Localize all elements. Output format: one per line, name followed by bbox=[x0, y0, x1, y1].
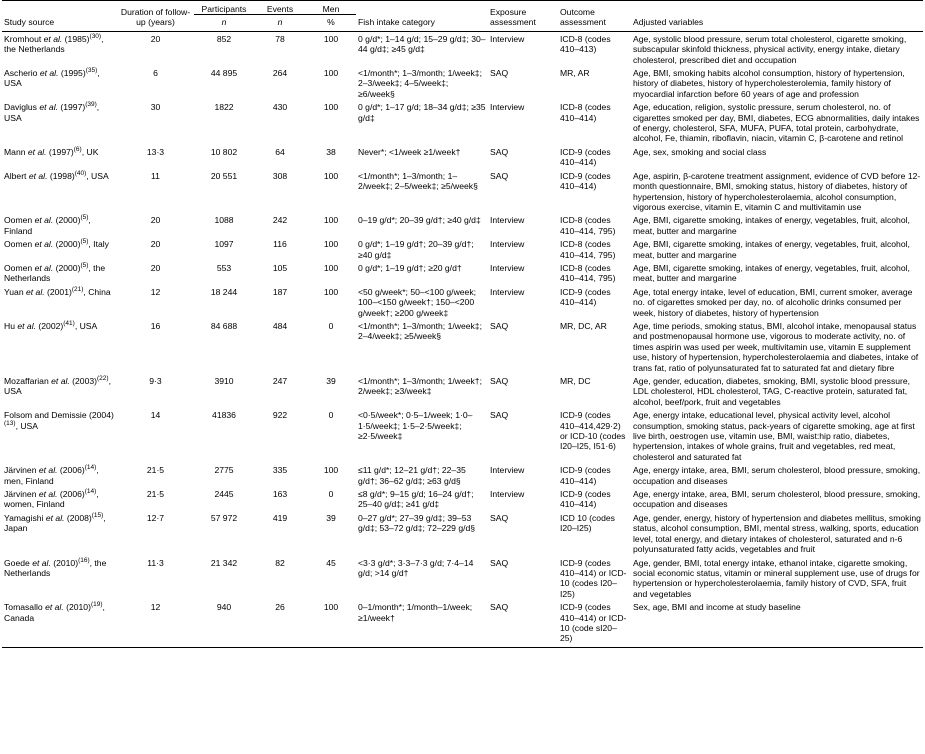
study-source-author: Albert bbox=[4, 170, 29, 181]
study-source-ref: (14) bbox=[84, 464, 97, 472]
study-source-loc: , Finland bbox=[4, 215, 91, 236]
study-source-loc: , the Netherlands bbox=[4, 262, 106, 284]
study-source-cell bbox=[2, 100, 117, 145]
study-source-cell bbox=[2, 319, 117, 374]
study-source-loc: , Japan bbox=[4, 512, 106, 534]
events-cell: 78 bbox=[275, 33, 285, 44]
study-source-ref: (21) bbox=[71, 285, 84, 293]
fish-intake-cell: 0 g/d*; 1–19 g/d†; ≥20 g/d† bbox=[358, 262, 462, 273]
outcome-cell: ICD-9 (codes 410–414) or ICD-10 (codes I20–I25) bbox=[560, 557, 627, 599]
study-source-rest: (1985) bbox=[62, 33, 90, 44]
fish-intake-cell: 0–1/month*; 1/month–1/week; ≥1/week† bbox=[356, 600, 488, 647]
study-source-rest: (2006) bbox=[57, 489, 85, 500]
table-row bbox=[2, 600, 923, 647]
adjusted-cell: Age, education, religion, systolic pressure, serum cholesterol, no. of cigarettes smoked per day, BMI, diabetes, ECG abnormalities, daily intakes of energy, cholesterol, SFA, MUFA, PUFA, total protein, carbohydrate, alcohol, Fe, thiamin, riboflavin, niacin, vitamin C, β-carotene and retinol bbox=[633, 102, 920, 144]
study-source-etal: et al. bbox=[25, 286, 45, 297]
exposure-cell: SAQ bbox=[490, 376, 509, 386]
adjusted-cell: Age, gender, BMI, total energy intake, ethanol intake, cigarette smoking, social economic status, vitamin or mineral supplement use, use of drugs for hypertension or hypercholesterolaemia, family history of CVD, SFA, fruit and vegetables bbox=[633, 557, 920, 599]
study-source-loc: , USA bbox=[4, 102, 100, 123]
outcome-cell: ICD-8 (codes 410–414, 795) bbox=[560, 215, 616, 236]
table-row bbox=[2, 66, 923, 100]
fish-intake-cell: ≤11 g/d*; 12–21 g/d†; 22–35 g/d†; 36–62 g/d‡; ≥63 g/d§ bbox=[358, 465, 466, 486]
adjusted-cell: Age, gender, energy, history of hypertension and diabetes mellitus, smoking status, alcohol consumption, BMI, mental stress, walking, sports, education level, total energy, and dietary intakes of cholesterol, saturated and n-6 polyunsaturated fatty acids, vegetables and fruit bbox=[633, 512, 921, 555]
study-source-etal: et al. bbox=[34, 239, 54, 250]
outcome-cell: ICD-8 (codes 410–414) bbox=[560, 102, 611, 123]
duration-cell: 20 bbox=[150, 262, 161, 273]
duration-cell: 21·5 bbox=[146, 465, 165, 476]
study-source-ref: (6) bbox=[73, 146, 82, 154]
study-source-rest: (2002) bbox=[36, 320, 64, 331]
table-row bbox=[2, 237, 923, 261]
study-source-cell bbox=[2, 408, 117, 463]
exposure-cell: Interview bbox=[490, 286, 525, 297]
duration-cell: 12 bbox=[150, 286, 161, 297]
participants-cell: 10 802 bbox=[210, 146, 238, 157]
participants-cell: 84 688 bbox=[210, 320, 238, 331]
adjusted-cell: Age, gender, education, diabetes, smoking, BMI, systolic blood pressure, LDL cholesterol, HDL cholesterol, TAG, C-reactive protein, saturated fat, alcohol, beef/pork, fruit and vegetables bbox=[633, 376, 911, 407]
study-source-etal: et al. bbox=[34, 215, 54, 226]
table-row bbox=[2, 487, 923, 511]
table-row bbox=[2, 408, 923, 463]
study-source-author: Yamagishi bbox=[4, 512, 46, 523]
exposure-cell: SAQ bbox=[490, 512, 509, 523]
men-cell: 100 bbox=[323, 170, 339, 181]
study-source-loc: , Italy bbox=[88, 239, 109, 250]
men-cell: 100 bbox=[323, 262, 339, 273]
fish-intake-cell: 0 g/d*; 1–19 g/d†; 20–39 g/d†; ≥40 g/d‡ bbox=[358, 239, 474, 260]
header-men: Men bbox=[306, 1, 356, 15]
exposure-cell: SAQ bbox=[488, 600, 558, 647]
table-row bbox=[2, 261, 923, 285]
participants-cell: 1097 bbox=[214, 239, 234, 250]
study-source-cell bbox=[2, 285, 117, 319]
exposure-cell: Interview bbox=[490, 489, 525, 500]
header-men-unit: % bbox=[327, 17, 335, 28]
outcome-cell: ICD-9 (codes 410–414) bbox=[560, 489, 611, 510]
duration-cell: 14 bbox=[150, 410, 161, 421]
study-source-etal: et al. bbox=[32, 557, 51, 568]
participants-cell: 1822 bbox=[214, 102, 234, 113]
study-source-author: Oomen bbox=[4, 215, 35, 226]
study-source-rest: (2010) bbox=[63, 602, 91, 613]
table-row bbox=[2, 169, 923, 214]
study-source-ref: (5) bbox=[80, 214, 89, 222]
study-source-etal: et al. bbox=[17, 320, 37, 331]
header-exposure: Exposure assessment bbox=[490, 7, 536, 28]
adjusted-cell: Age, energy intake, area, BMI, serum cholesterol, blood pressure, smoking, occupation and diseases bbox=[633, 465, 921, 486]
exposure-cell: SAQ bbox=[490, 320, 509, 331]
men-cell: 100 bbox=[323, 102, 339, 113]
participants-cell: 3910 bbox=[214, 376, 234, 386]
header-fish-intake: Fish intake category bbox=[358, 17, 435, 28]
study-source-etal: et al. bbox=[43, 33, 63, 44]
study-source-loc: , USA bbox=[15, 420, 39, 431]
participants-cell: 20 551 bbox=[210, 170, 238, 181]
fish-intake-cell: <50 g/week*; 50–<100 g/week; 100–<150 g/week†; 150–<200 g/week†; ≥200 g/week‡ bbox=[358, 286, 477, 318]
study-source-etal: et al. bbox=[27, 146, 47, 157]
men-cell: 45 bbox=[326, 557, 336, 568]
table-row bbox=[2, 556, 923, 601]
men-cell: 0 bbox=[328, 489, 334, 500]
fish-intake-cell: Never*; <1/week ≥1/week† bbox=[358, 146, 461, 157]
study-source-loc: , Canada bbox=[4, 602, 105, 623]
study-source-author: Kromhout bbox=[4, 33, 44, 44]
events-cell: 82 bbox=[275, 557, 285, 568]
participants-cell: 1088 bbox=[214, 215, 234, 226]
study-source-rest: (2001) bbox=[44, 286, 72, 297]
table-row bbox=[2, 213, 923, 237]
events-cell: 335 bbox=[272, 465, 288, 476]
exposure-cell: Interview bbox=[490, 33, 525, 44]
study-source-cell bbox=[2, 213, 117, 237]
table-row bbox=[2, 145, 923, 169]
outcome-cell: ICD-9 (codes 410–414) bbox=[560, 465, 611, 486]
exposure-cell: SAQ bbox=[490, 410, 509, 421]
adjusted-cell: Age, BMI, cigarette smoking, intakes of energy, vegetables, fruit, alcohol, meat, butter and margarine bbox=[633, 262, 910, 284]
study-source-cell bbox=[2, 511, 117, 556]
study-source-author: Oomen bbox=[4, 262, 35, 273]
study-source-loc: , USA bbox=[4, 68, 100, 89]
study-source-ref: (30) bbox=[89, 32, 102, 40]
study-source-etal: et al. bbox=[45, 602, 64, 613]
outcome-cell: ICD-8 (codes 410–413) bbox=[560, 33, 611, 55]
table-row bbox=[2, 319, 923, 374]
study-source-author: Daviglus bbox=[4, 102, 40, 113]
study-source-rest: (2000) bbox=[53, 239, 81, 250]
duration-cell: 16 bbox=[150, 320, 161, 331]
exposure-cell: Interview bbox=[490, 102, 525, 113]
study-source-ref: (35) bbox=[85, 67, 98, 75]
study-source-cell bbox=[2, 374, 117, 408]
study-source-ref: (39) bbox=[85, 101, 97, 109]
study-source-ref: (22) bbox=[97, 375, 109, 383]
study-source-etal: et al. bbox=[39, 102, 58, 113]
exposure-cell: Interview bbox=[490, 215, 525, 226]
study-source-ref: (14) bbox=[84, 488, 97, 496]
events-cell: 105 bbox=[272, 262, 288, 273]
adjusted-cell: Age, BMI, cigarette smoking, intakes of energy, vegetables, fruit, alcohol, meat, butter and margarine bbox=[633, 239, 910, 260]
fish-intake-cell: 0 g/d*; 1–14 g/d; 15–29 g/d‡; 30–44 g/d‡; ≥45 g/d‡ bbox=[358, 33, 486, 55]
participants-cell: 44 895 bbox=[210, 68, 238, 79]
fish-intake-cell: <1/month*; 1–3/month; 1/week‡; 2–3/week‡; 4–5/week‡; ≥6/week§ bbox=[358, 68, 482, 99]
study-source-loc: , USA bbox=[74, 320, 98, 331]
study-source-author: Mozaffarian bbox=[4, 376, 52, 386]
header-study-source: Study source bbox=[4, 17, 55, 28]
study-source-cell bbox=[2, 169, 117, 214]
duration-cell: 20 bbox=[150, 239, 161, 250]
fish-intake-cell: 0–19 g/d*; 20–39 g/d†; ≥40 g/d‡ bbox=[358, 215, 481, 226]
events-cell: 242 bbox=[272, 215, 288, 226]
men-cell: 39 bbox=[326, 512, 336, 523]
outcome-cell: ICD 10 (codes I20–I25) bbox=[560, 512, 615, 534]
table-row bbox=[2, 374, 923, 408]
study-source-loc: , women, Finland bbox=[4, 489, 99, 510]
header-events: Events bbox=[254, 1, 306, 15]
table-row bbox=[2, 463, 923, 487]
outcome-cell: ICD-9 (codes 410–414) or ICD-10 (code sI20–25) bbox=[558, 600, 631, 647]
study-source-rest: (2006) bbox=[57, 465, 85, 476]
study-source-etal: et al. bbox=[38, 465, 58, 476]
header-participants-unit: n bbox=[221, 17, 227, 28]
header-participants: Participants bbox=[194, 1, 254, 15]
events-cell: 264 bbox=[272, 68, 288, 79]
duration-cell: 20 bbox=[150, 215, 161, 226]
study-source-author: Mann bbox=[4, 146, 28, 157]
study-source-cell bbox=[2, 600, 117, 647]
study-source-cell bbox=[2, 31, 117, 66]
study-source-rest: (2010) bbox=[50, 557, 79, 568]
adjusted-cell: Age, sex, smoking and social class bbox=[633, 146, 767, 157]
outcome-cell: ICD-9 (codes 410–414) bbox=[560, 286, 611, 308]
fish-intake-cell: <0·5/week*; 0·5–1/week; 1·0–1·5/week‡; 1·5–2·5/week‡; ≥2·5/week‡ bbox=[358, 410, 473, 442]
study-source-rest: (1998) bbox=[47, 170, 75, 181]
participants-cell: 41836 bbox=[212, 410, 236, 421]
men-cell: 100 bbox=[306, 600, 356, 647]
men-cell: 100 bbox=[323, 239, 339, 250]
study-source-cell bbox=[2, 237, 117, 261]
adjusted-cell: Age, time periods, smoking status, BMI, alcohol intake, menopausal status and postmenopausal hormone use, vigorous to moderate activity, no. of times aspirin was used per week, multivitamin use, vitamin E supplement use, history of hypertension, hypercholesterolaemia and diabetes, intake of trans fat, ratio of polyunsaturated fat to saturated fat and dietary fibre bbox=[633, 320, 919, 373]
adjusted-cell: Age, energy intake, educational level, physical activity level, alcohol consumption, smoking status, pack-years of cigarette smoking, age at first live birth, oestrogen use, vitamin use, BMI, waist:hip ratio, diabetes, hypertension, intakes of whole grains, fruit and vegetables, red meat, cholesterol and saturated fat bbox=[633, 410, 915, 462]
study-source-etal: et al. bbox=[34, 262, 54, 273]
exposure-cell: Interview bbox=[490, 239, 525, 250]
study-source-ref: (15) bbox=[91, 512, 104, 520]
exposure-cell: SAQ bbox=[490, 170, 509, 181]
study-source-author: Oomen bbox=[4, 239, 35, 250]
table-row bbox=[2, 511, 923, 556]
exposure-cell: SAQ bbox=[490, 68, 509, 79]
men-cell: 39 bbox=[326, 376, 336, 386]
fish-intake-cell: 0–27 g/d*; 27–39 g/d‡; 39–53 g/d‡; 53–72 g/d‡; 72–229 g/d§ bbox=[358, 512, 476, 534]
fish-intake-cell: ≤8 g/d*; 9–15 g/d; 16–24 g/d†; 25–40 g/d‡; ≥41 g/d‡ bbox=[358, 489, 474, 510]
study-source-cell bbox=[2, 66, 117, 100]
events-cell: 64 bbox=[275, 146, 285, 157]
adjusted-cell: Sex, age, BMI and income at study baseline bbox=[631, 600, 923, 647]
outcome-cell: MR, DC, AR bbox=[560, 320, 607, 331]
participants-cell: 57 972 bbox=[210, 512, 238, 523]
study-source-etal: et al. bbox=[28, 170, 48, 181]
participants-cell: 852 bbox=[216, 33, 232, 44]
duration-cell: 21·5 bbox=[146, 489, 165, 500]
study-source-author: Tomasallo bbox=[4, 602, 46, 613]
duration-cell: 6 bbox=[153, 68, 158, 79]
table-row bbox=[2, 100, 923, 145]
study-source-author: Yuan bbox=[4, 286, 26, 297]
study-source-loc: , USA bbox=[4, 376, 111, 397]
study-source-author: Järvinen bbox=[4, 489, 39, 500]
participants-cell: 21 342 bbox=[210, 557, 238, 568]
events-cell: 247 bbox=[272, 376, 288, 386]
men-cell: 0 bbox=[328, 410, 334, 421]
outcome-cell: ICD-9 (codes 410–414,429·2) or ICD-10 (codes I20–I25, I51·6) bbox=[560, 410, 626, 452]
outcome-cell: MR, DC bbox=[560, 376, 591, 386]
men-cell: 100 bbox=[323, 33, 339, 44]
events-cell: 430 bbox=[272, 102, 288, 113]
men-cell: 100 bbox=[323, 215, 339, 226]
participants-cell: 940 bbox=[194, 600, 254, 647]
study-source-loc: , men, Finland bbox=[4, 465, 99, 486]
study-source-ref: (13) bbox=[4, 419, 16, 427]
study-source-etal: et al. bbox=[38, 489, 58, 500]
study-source-ref: (5) bbox=[80, 262, 89, 270]
study-source-cell bbox=[2, 556, 117, 601]
study-source-ref: (5) bbox=[80, 238, 89, 246]
duration-cell: 12·7 bbox=[146, 512, 165, 523]
header-duration: Duration of follow-up (years) bbox=[120, 7, 191, 28]
events-cell: 922 bbox=[272, 410, 288, 421]
study-source-ref: (41) bbox=[63, 320, 75, 328]
study-source-etal: et al. bbox=[39, 68, 59, 79]
events-cell: 187 bbox=[272, 286, 288, 297]
study-source-cell bbox=[2, 261, 117, 285]
adjusted-cell: Age, aspirin, β-carotene treatment assignment, evidence of CVD before 12-month questionnaire, BMI, smoking status, history of diabetes, history of hypertension, history of hypercholesterolaemia, alcohol consumption, vigorous exercise, vitamin E, vitamin C and multivitamin use bbox=[633, 170, 921, 212]
duration-cell: 11 bbox=[151, 170, 160, 181]
men-cell: 100 bbox=[323, 465, 339, 476]
participants-cell: 2775 bbox=[214, 465, 234, 476]
outcome-cell: ICD-8 (codes 410–414, 795) bbox=[560, 262, 616, 284]
study-source-loc: , UK bbox=[81, 146, 99, 157]
exposure-cell: Interview bbox=[490, 262, 525, 273]
study-source-ref: (16) bbox=[78, 556, 90, 564]
adjusted-cell: Age, total energy intake, level of education, BMI, current smoker, average no. of cigarettes smoked per day, no. of alcoholic drinks consumed per week, history of diabetes, history of hypertension bbox=[633, 286, 913, 318]
study-source-author: Ascherio bbox=[4, 68, 40, 79]
study-source-ref: (40) bbox=[74, 169, 87, 177]
duration-cell: 13·3 bbox=[146, 146, 165, 157]
adjusted-cell: Age, energy intake, area, BMI, serum cholesterol, blood pressure, smoking, occupation and diseases bbox=[633, 489, 921, 510]
duration-cell: 11·3 bbox=[147, 557, 164, 568]
study-source-rest: (2003) bbox=[69, 376, 98, 386]
study-source-loc: , USA bbox=[86, 170, 109, 181]
events-cell: 116 bbox=[273, 239, 287, 250]
study-source-rest: (2008) bbox=[64, 512, 92, 523]
study-source-etal: et al. bbox=[51, 376, 70, 386]
study-source-cell bbox=[2, 487, 117, 511]
duration-cell: 12 bbox=[117, 600, 194, 647]
men-cell: 0 bbox=[328, 320, 334, 331]
adjusted-cell: Age, systolic blood pressure, serum total cholesterol, cigarette smoking, subscapular skinfold thickness, physical activity, energy intake, dietary cholesterol, prescribed diet and occupation bbox=[633, 33, 907, 65]
study-source-cell bbox=[2, 145, 117, 169]
outcome-cell: ICD-8 (codes 410–414, 795) bbox=[560, 239, 616, 260]
events-cell: 484 bbox=[272, 320, 288, 331]
studies-table bbox=[2, 0, 923, 648]
study-source-ref: (19) bbox=[90, 601, 103, 609]
study-source-rest: (2000) bbox=[53, 215, 81, 226]
study-source-rest: (1995) bbox=[58, 68, 86, 79]
study-source-author: Järvinen bbox=[4, 465, 39, 476]
study-source-cell bbox=[2, 463, 117, 487]
header-adjusted: Adjusted variables bbox=[633, 17, 704, 28]
study-source-etal: et al. bbox=[45, 512, 65, 523]
study-source-rest: (1997) bbox=[46, 146, 74, 157]
men-cell: 100 bbox=[323, 286, 339, 297]
participants-cell: 18 244 bbox=[210, 286, 238, 297]
fish-intake-cell: <1/month*; 1–3/month; 1–2/week‡; 2–5/week‡; ≥5/week§ bbox=[358, 170, 478, 192]
events-cell: 163 bbox=[272, 489, 288, 500]
participants-cell: 2445 bbox=[214, 489, 234, 500]
duration-cell: 20 bbox=[150, 33, 161, 44]
study-source-author: Hu bbox=[4, 320, 18, 331]
study-source-loc: , the Netherlands bbox=[4, 557, 107, 578]
outcome-cell: MR, AR bbox=[560, 68, 590, 79]
adjusted-cell: Age, BMI, cigarette smoking, intakes of energy, vegetables, fruit, alcohol, meat, butter and margarine bbox=[633, 215, 910, 236]
men-cell: 38 bbox=[326, 146, 336, 157]
table-row bbox=[2, 285, 923, 319]
adjusted-cell: Age, BMI, smoking habits alcohol consumption, history of hypertension, history of diabetes, history of hypercholesterolemia, family history of myocardial infarction before 60 years of age and profession bbox=[633, 68, 905, 99]
study-source-loc: , the Netherlands bbox=[4, 33, 104, 55]
fish-intake-cell: <1/month*; 1–3/month; 1/week†; 2/week‡; ≥3/week‡ bbox=[358, 376, 482, 397]
fish-intake-cell: <3·3 g/d*; 3·3–7·3 g/d; 7·4–14 g/d; >14 g/d† bbox=[358, 557, 474, 578]
table-row bbox=[2, 31, 923, 66]
fish-intake-cell: <1/month*; 1–3/month; 1/week‡; 2–4/week‡; ≥5/week§ bbox=[358, 320, 482, 342]
exposure-cell: SAQ bbox=[490, 146, 509, 157]
study-source-rest: (2000) bbox=[53, 262, 81, 273]
outcome-cell: ICD-9 (codes 410–414) bbox=[560, 170, 611, 192]
study-source-rest: (1997) bbox=[58, 102, 86, 113]
header-events-unit: n bbox=[277, 17, 283, 28]
events-cell: 26 bbox=[254, 600, 306, 647]
exposure-cell: SAQ bbox=[490, 557, 509, 568]
exposure-cell: Interview bbox=[490, 465, 525, 476]
study-source-loc: , China bbox=[83, 286, 111, 297]
duration-cell: 9·3 bbox=[149, 376, 162, 386]
participants-cell: 553 bbox=[216, 262, 232, 273]
header-outcome: Outcome assessment bbox=[560, 7, 606, 28]
duration-cell: 30 bbox=[150, 102, 161, 113]
events-cell: 308 bbox=[272, 170, 288, 181]
fish-intake-cell: 0 g/d*; 1–17 g/d; 18–34 g/d‡; ≥35 g/d‡ bbox=[358, 102, 486, 123]
events-cell: 419 bbox=[272, 512, 288, 523]
study-source-author: Goede bbox=[4, 557, 33, 568]
men-cell: 100 bbox=[323, 68, 339, 79]
study-source-author: Folsom and Demissie (2004) bbox=[4, 410, 114, 421]
outcome-cell: ICD-9 (codes 410–414) bbox=[560, 146, 611, 168]
